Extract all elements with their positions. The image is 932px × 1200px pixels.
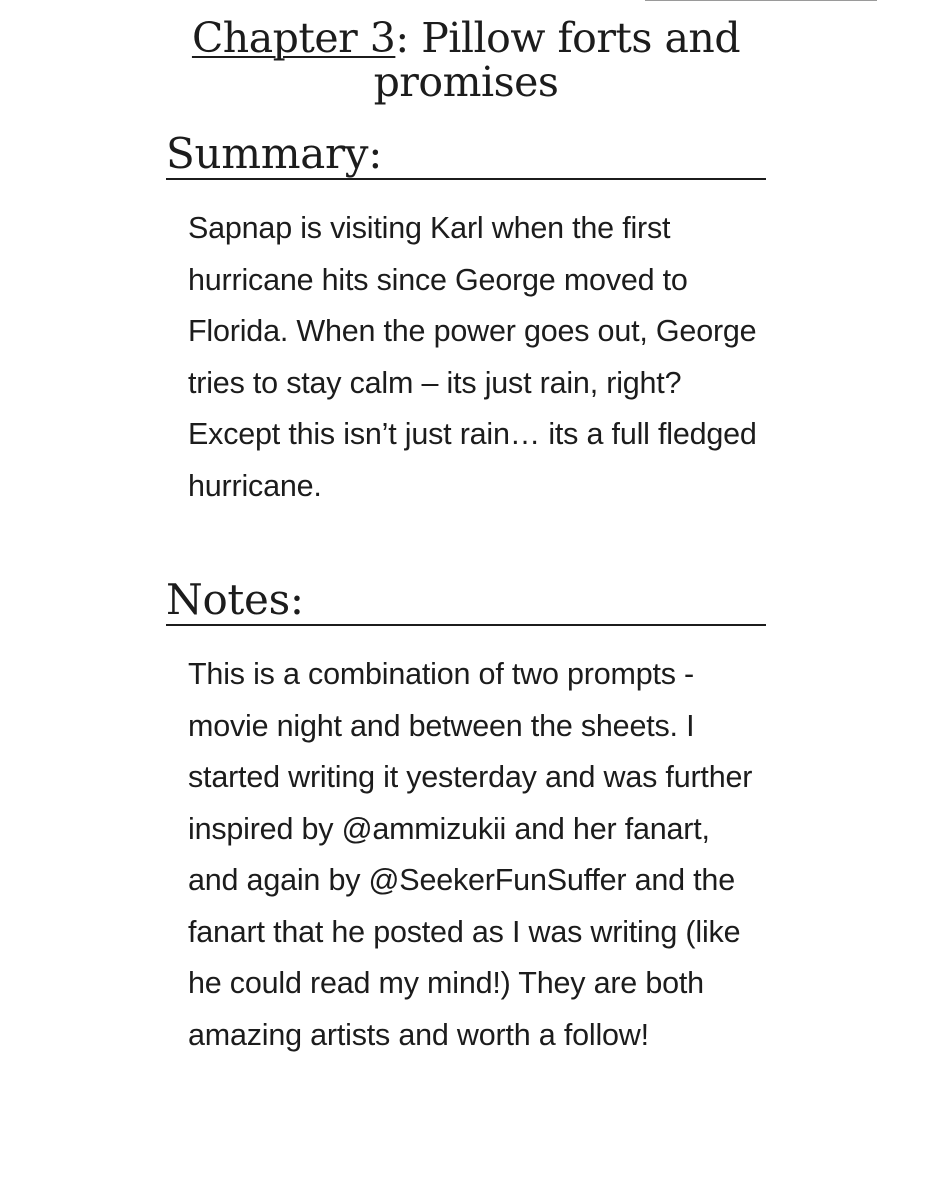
chapter-title [166, 16, 766, 104]
notes-text: This is a combination of two prompts - movie night and between the sheets. I started writing it yesterday and was further inspired by @ammizukii and her fanart, and again by @SeekerFunSuffer and the fanart that he posted as I was writing (like he could read my mind!) They are both amazing artists and worth a follow! [188, 657, 753, 1052]
summary-text: Sapnap is visiting Karl when the first hurricane hits since George moved to Florida. When the power goes out, George tries to stay calm – its just rain, right? Except this isn’t just rain… its a full fledged hurricane. [188, 211, 757, 503]
summary-heading: Summary: [166, 130, 766, 180]
top-divider [645, 0, 877, 1]
notes-heading: Notes: [166, 576, 766, 626]
chapter-title-rest: : Pillow forts and promises [373, 14, 741, 106]
chapter-link[interactable]: Chapter 3 [191, 14, 396, 62]
